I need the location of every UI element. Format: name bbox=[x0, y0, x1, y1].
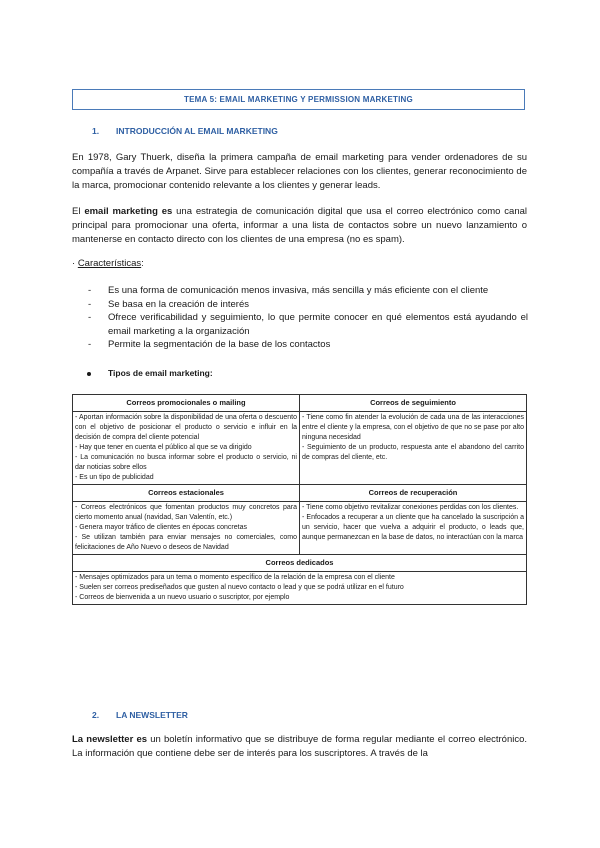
cell-line: - Hay que tener en cuenta el público al que se va dirigido bbox=[75, 444, 252, 451]
cell-line: - Se utilizan también para enviar mensajes no comerciales, como felicitaciones de Año Nuevo o deseos de Navidad bbox=[75, 534, 297, 551]
section-2-number: 2. bbox=[92, 710, 100, 720]
document-title-box bbox=[72, 89, 525, 110]
table-row bbox=[73, 395, 527, 412]
document-title: TEMA 5: EMAIL MARKETING Y PERMISSION MARKETING bbox=[184, 95, 413, 104]
characteristic-item: - Se basa en la creación de interés bbox=[88, 298, 528, 312]
cell-line: - Aportan información sobre la disponibilidad de una oferta o descuento con el objetivo de posicionar el producto o servicio e influir en la decisión de compra del cliente potencial bbox=[75, 414, 297, 441]
email-types-table bbox=[72, 394, 527, 605]
intro-paragraph: En 1978, Gary Thuerk, diseña la primera campaña de email marketing para vender ordenadores de su compañía a través de Arpanet. Sirve para establecer relaciones con los clientes, generar reconocimiento de la marca, promocionar contenido relevante a los clientes y generar leads. bbox=[72, 152, 527, 191]
cell-promocionales bbox=[73, 412, 300, 485]
types-heading-text: Tipos de email marketing: bbox=[108, 368, 213, 378]
definition-prefix: El bbox=[72, 206, 85, 217]
table-row bbox=[73, 572, 527, 605]
definition-paragraph bbox=[72, 205, 527, 247]
cell-line: - Mensajes optimizados para un tema o momento específico de la relación de la empresa con el cliente bbox=[75, 574, 395, 581]
cell-line: - Enfocados a recuperar a un cliente que ha cancelado la suscripción a un servicio, hacer que vuelva a adquirir el producto, o leads que, aunque permanezcan en la base de datos, no interactúan con la marca bbox=[302, 514, 524, 541]
table-row bbox=[73, 502, 527, 555]
table-row bbox=[73, 412, 527, 485]
characteristics-suffix: : bbox=[141, 258, 144, 269]
header-estacionales: Correos estacionales bbox=[73, 485, 300, 502]
section-1-title: INTRODUCCIÓN AL EMAIL MARKETING bbox=[116, 126, 278, 136]
cell-estacionales bbox=[73, 502, 300, 555]
cell-line: - Es un tipo de publicidad bbox=[75, 474, 154, 481]
header-promocionales: Correos promocionales o mailing bbox=[73, 395, 300, 412]
cell-recuperacion bbox=[300, 502, 527, 555]
characteristic-item: - Permite la segmentación de la base de los contactos bbox=[88, 338, 528, 352]
types-heading bbox=[90, 368, 213, 378]
header-dedicados: Correos dedicados bbox=[73, 555, 527, 572]
characteristic-item: - Es una forma de comunicación menos invasiva, más sencilla y más eficiente con el cliente bbox=[88, 284, 528, 298]
section-1-number: 1. bbox=[92, 126, 100, 136]
characteristic-item: - Ofrece verificabilidad y seguimiento, lo que permite conocer en qué elementos está ayudando el email marketing a la organización bbox=[88, 311, 528, 338]
cell-dedicados bbox=[73, 572, 527, 605]
characteristics-label bbox=[72, 258, 144, 269]
section-1-heading bbox=[92, 126, 278, 136]
cell-line: - Correos de bienvenida a un nuevo usuario o suscriptor, por ejemplo bbox=[75, 594, 290, 601]
header-seguimiento: Correos de seguimiento bbox=[300, 395, 527, 412]
cell-line: - Tiene como fin atender la evolución de cada una de las interacciones entre el cliente y la empresa, con el objetivo de que no se pase por alto ninguna necesidad bbox=[302, 414, 524, 441]
cell-line: - Correos electrónicos que fomentan productos muy concretos para cierto momento anual (navidad, San Valentín, etc.) bbox=[75, 504, 297, 521]
definition-text: una estrategia de comunicación digital que usa el correo electrónico como canal principal para promocionar una oferta, informar a una lista de contactos sobre un nuevo lanzamiento o mantenerse en contacto directo con los clientes de una empresa (no es spam). bbox=[72, 206, 527, 245]
cell-line: - Genera mayor tráfico de clientes en épocas concretas bbox=[75, 524, 247, 531]
cell-line: - La comunicación no busca informar sobre el producto o servicio, ni dar noticias sobre ellos bbox=[75, 454, 297, 471]
newsletter-paragraph bbox=[72, 733, 527, 761]
header-recuperacion: Correos de recuperación bbox=[300, 485, 527, 502]
characteristics-list bbox=[88, 284, 528, 352]
bullet-icon bbox=[87, 372, 91, 376]
characteristics-prefix: · bbox=[72, 258, 78, 269]
section-2-heading bbox=[92, 710, 188, 720]
newsletter-text: un boletín informativo que se distribuye de forma regular mediante el correo electrónico. La información que contiene debe ser de interés para los suscriptores. A través de la bbox=[72, 734, 528, 759]
characteristics-label-text: Características bbox=[77, 258, 142, 269]
table-row bbox=[73, 555, 527, 572]
newsletter-term: La newsletter es bbox=[72, 734, 148, 745]
section-2-title: LA NEWSLETTER bbox=[116, 710, 188, 720]
cell-line: - Suelen ser correos prediseñados que gusten al nuevo contacto o lead y que se podrá utilizar en el futuro bbox=[75, 584, 404, 591]
cell-seguimiento bbox=[300, 412, 527, 485]
table-row bbox=[73, 485, 527, 502]
cell-line: - Tiene como objetivo revitalizar conexiones perdidas con los clientes. bbox=[302, 504, 519, 511]
definition-term: email marketing es bbox=[84, 206, 173, 217]
cell-line: - Seguimiento de un producto, respuesta ante el abandono del carrito de compras del cliente, etc. bbox=[302, 444, 524, 461]
